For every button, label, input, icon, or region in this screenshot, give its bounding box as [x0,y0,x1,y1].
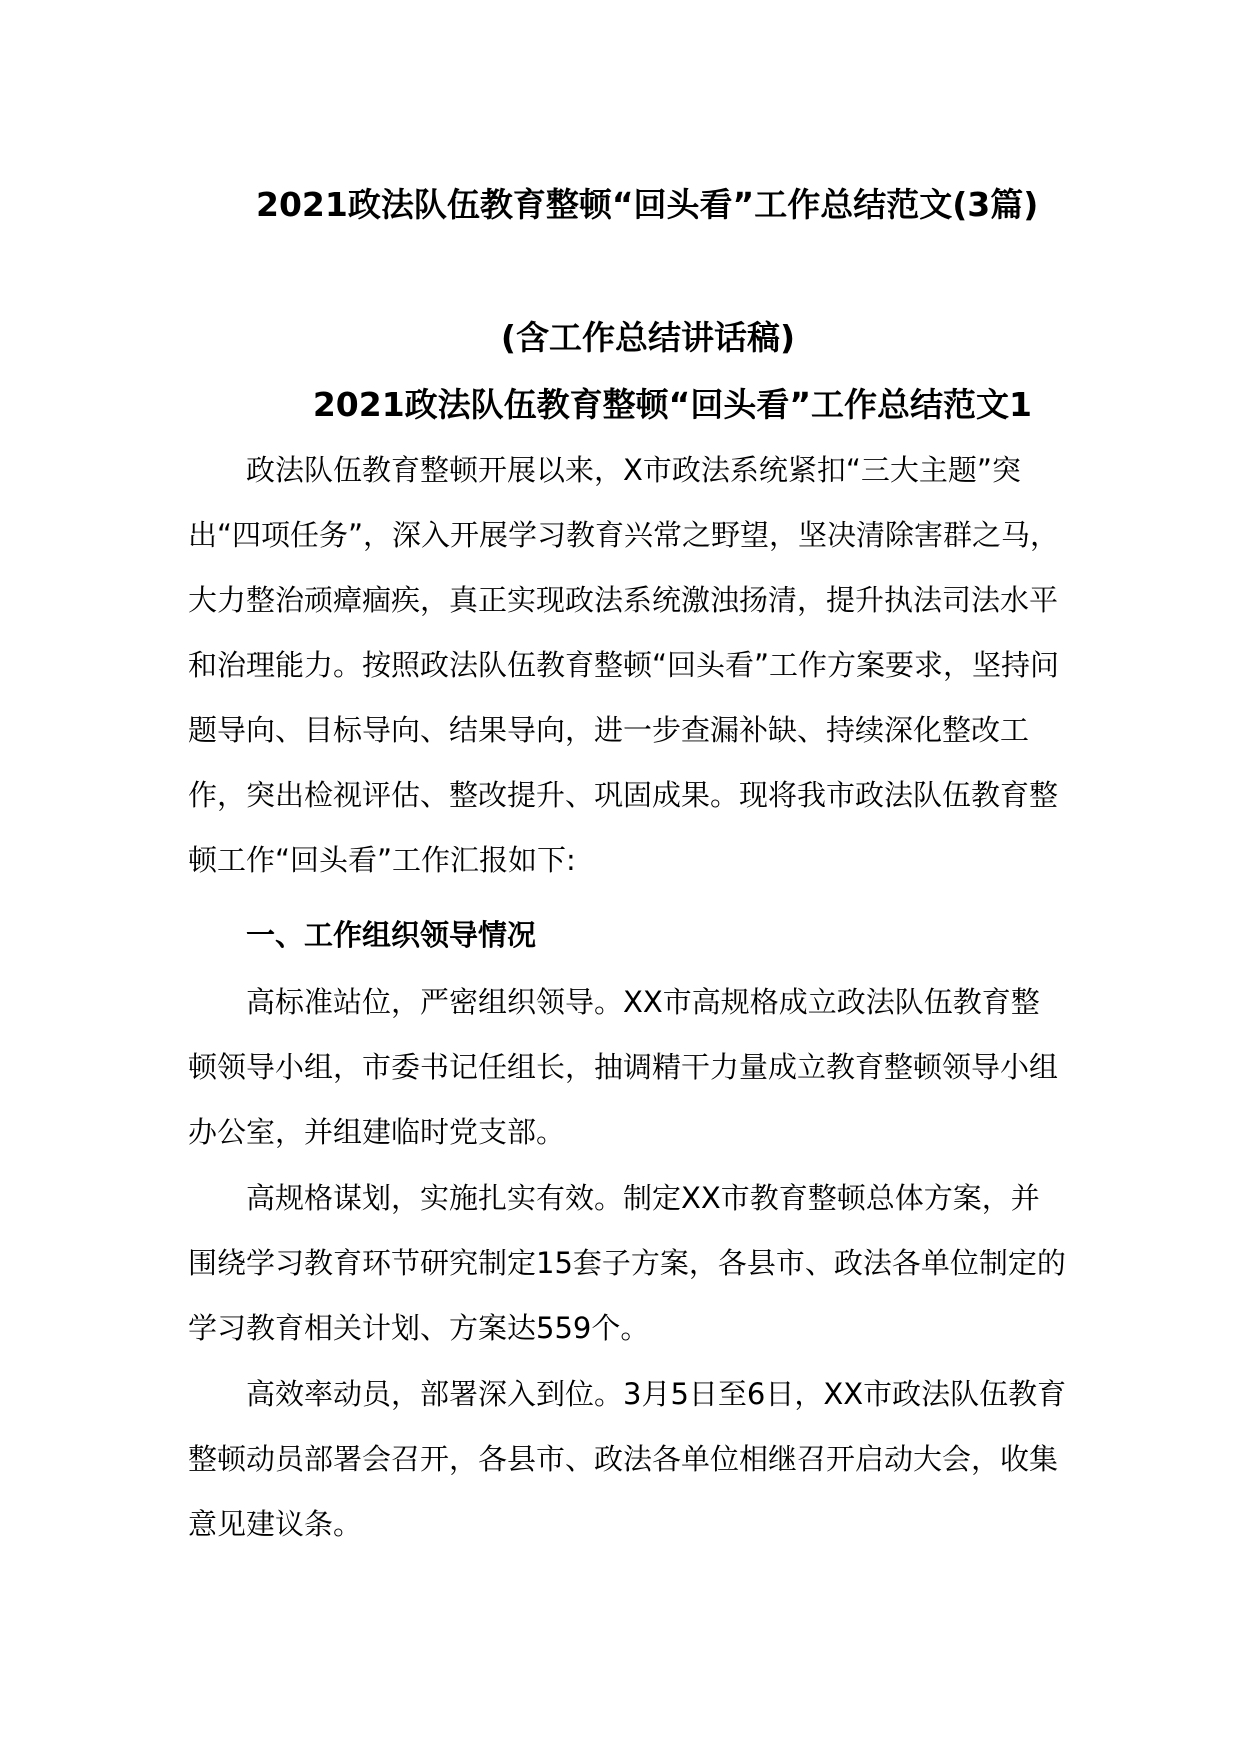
document-subtitle: (含工作总结讲话稿) [500,318,796,357]
paragraph-mobilization: 高效率动员，部署深入到位。3月5日至6日，XX市政法队伍教育整顿动员部署会召开，各县市、政法各单位相继召开启动大会，收集意见建议条。 [188,1377,1067,1541]
paragraph-planning: 高规格谋划，实施扎实有效。制定XX市教育整顿总体方案，并围绕学习教育环节研究制定15套子方案，各县市、政法各单位制定的学习教育相关计划、方案达559个。 [188,1181,1066,1345]
paragraph-standard: 高标准站位，严密组织领导。XX市高规格成立政法队伍教育整顿领导小组，市委书记任组长，抽调精干力量成立教育整顿领导小组办公室，并组建临时党支部。 [188,985,1059,1149]
paragraph-intro: 政法队伍教育整顿开展以来，X市政法系统紧扣“三大主题”突出“四项任务”，深入开展学习教育兴常之野望，坚决清除害群之马，大力整治顽瘴痼疾，真正实现政法系统激浊扬清，提升执法司法水平和治理能力。按照政法队伍教育整顿“回头看”工作方案要求，坚持问题导向、目标导向、结果导向，进一步查漏补缺、持续深化整改工作，突出检视评估、整改提升、巩固成果。现将我市政法队伍教育整顿工作“回头看”工作汇报如下: [188,453,1060,877]
article-title: 2021政法队伍教育整顿“回头看”工作总结范文1 [312,385,1032,424]
section-heading: 一、工作组织领导情况 [246,918,537,952]
document-title: 2021政法队伍教育整顿“回头看”工作总结范文(3篇) [256,185,1039,224]
